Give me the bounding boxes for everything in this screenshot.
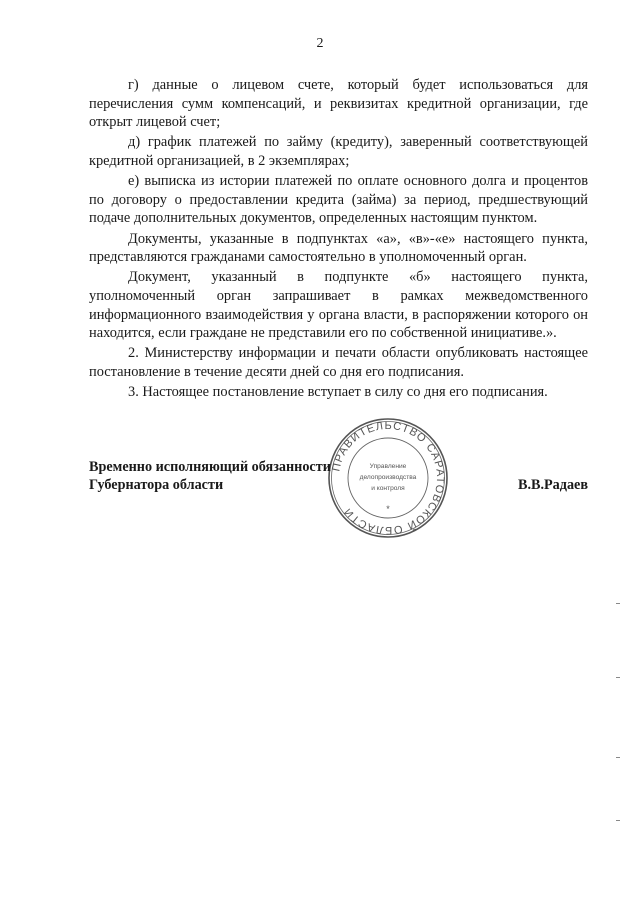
scan-mark: [616, 757, 620, 758]
seal-inner-line-2: делопроизводства: [359, 474, 417, 481]
seal-stamp-icon: [326, 416, 450, 540]
signatory-title-line-2: Губернатора области: [89, 477, 224, 493]
paragraph-publication: 2. Министерству информации и печати области опубликовать настоящее постановление в течение десяти дней со дня его подписания.: [89, 345, 588, 380]
signatory-title: [89, 458, 331, 494]
document-body: [89, 76, 588, 403]
seal-inner-line-1: Управление: [369, 463, 407, 470]
paragraph-interagency-request: Документ, указанный в подпункте «б» настоящего пункта, уполномоченный орган запрашивает в рамках межведомственного информационного взаимодействия у органа власти, в распоряжении которого он находится, если граждане не представили его по собственной инициативе.».: [89, 269, 588, 342]
scan-mark: [616, 820, 620, 821]
signatory-name: В.В.Радаев: [517, 477, 588, 493]
paragraph-entry-into-force: 3. Настоящее постановление вступает в силу со дня его подписания.: [128, 384, 548, 401]
paragraph-documents-submission: Документы, указанные в подпунктах «а», «в»-«е» настоящего пункта, представляются гражданами самостоятельно в уполномоченный орган.: [89, 230, 588, 266]
page-number: 2: [316, 36, 324, 51]
official-seal: [326, 416, 450, 540]
seal-outer-text: ПРАВИТЕЛЬСТВО САРАТОВСКОЙ ОБЛАСТИ: [330, 419, 447, 537]
signatory-title-line-1: Временно исполняющий обязанности: [89, 459, 331, 475]
seal-star-icon: *: [386, 504, 390, 514]
paragraph-item-d: д) график платежей по займу (кредиту), заверенный соответствующей кредитной организацией, в 2 экземплярах;: [89, 134, 588, 169]
paragraph-item-e: е) выписка из истории платежей по оплате основного долга и процентов по договору о предоставлении кредита (займа) за период, предшествующий подаче дополнительных документов, определенных настоящим пунктом.: [89, 173, 588, 227]
paragraph-item-g: г) данные о лицевом счете, который будет использоваться для перечисления сумм компенсаций, и реквизитах кредитной организации, где открыт лицевой счет;: [89, 77, 588, 131]
scan-mark: [616, 677, 620, 678]
scan-mark: [616, 603, 620, 604]
seal-inner-line-3: и контроля: [371, 485, 405, 492]
